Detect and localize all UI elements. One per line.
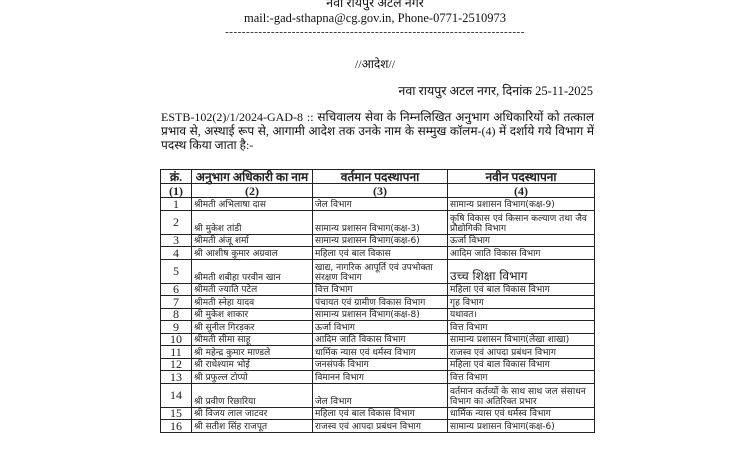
- officer-name-cell: श्री प्रवीण रिछारिया: [192, 383, 313, 407]
- new-posting-cell: यथावत।: [448, 308, 595, 321]
- table-row: [161, 308, 595, 321]
- officer-name-cell: श्रीमती शबीहा परवीन खान: [192, 259, 313, 283]
- new-posting-cell: सामान्य प्रशासन विभाग(लेखा शाखा): [448, 333, 595, 346]
- serial-cell: 2: [161, 210, 192, 234]
- serial-cell: 1: [161, 198, 192, 211]
- posting-table: [160, 169, 595, 433]
- current-posting-cell: राजस्व एवं आपदा प्रबंधन विभाग: [313, 420, 448, 433]
- current-posting-cell: जेल विभाग: [313, 383, 448, 407]
- order-title: //आदेश//: [354, 57, 396, 71]
- table-row: [161, 259, 595, 283]
- officer-name-cell: श्री प्रफुल्ल टोप्पो: [192, 371, 313, 384]
- officer-name-cell: श्री सतीश सिंह राजपूत: [192, 420, 313, 433]
- current-posting-cell: धार्मिक न्यास एवं धर्मस्व विभाग: [313, 346, 448, 359]
- current-posting-cell: जेल विभाग: [313, 198, 448, 211]
- table-row: [161, 234, 595, 247]
- table-row: [161, 383, 595, 407]
- header-contact: mail:-gad-sthapna@cg.gov.in, Phone-0771-2510973: [243, 11, 507, 25]
- officer-name-cell: श्रीमती ज्याति पटेल: [192, 283, 313, 296]
- current-posting-cell: विमानन विभाग: [313, 371, 448, 384]
- table-row: [161, 321, 595, 334]
- current-posting-cell: वित्त विभाग: [313, 283, 448, 296]
- new-posting-cell: कृषि विकास एवं किसान कल्याण तथा जैव प्रौद्योगिकी विभाग: [448, 210, 595, 234]
- current-posting-cell: सामान्य प्रशासन विभाग(कक्ष-8): [313, 308, 448, 321]
- serial-cell: 5: [161, 259, 192, 283]
- serial-cell: 16: [161, 420, 192, 433]
- serial-cell: 9: [161, 321, 192, 334]
- current-posting-cell: ऊर्जा विभाग: [313, 321, 448, 334]
- table-row: [161, 358, 595, 371]
- new-posting-cell: महिला एवं बाल विकास विभाग: [448, 283, 595, 296]
- new-posting-cell: राजस्व एवं आपदा प्रबंधन विभाग: [448, 346, 595, 359]
- table-row: [161, 407, 595, 420]
- column-number-row: [161, 184, 595, 198]
- col-number: (1): [161, 184, 192, 198]
- serial-cell: 11: [161, 346, 192, 359]
- officer-name-cell: श्री आशीष कुमार अग्रवाल: [192, 247, 313, 260]
- header-current-posting: वर्तमान पदस्थापना: [313, 170, 448, 184]
- officer-name-cell: श्री विजय लाल जाटवर: [192, 407, 313, 420]
- header-officer-name: अनुभाग अधिकारी का नाम: [192, 170, 313, 184]
- table-row: [161, 210, 595, 234]
- officer-name-cell: श्री सुनील गिरड़कर: [192, 321, 313, 334]
- new-posting-cell: वित्त विभाग: [448, 321, 595, 334]
- divider: ------------------------------------------------------------------------: [225, 26, 525, 38]
- header-serial: क्रं.: [161, 170, 192, 184]
- new-posting-cell: आदिम जाति विकास विभाग: [448, 247, 595, 260]
- table-row: [161, 333, 595, 346]
- new-posting-cell: ऊर्जा विभाग: [448, 234, 595, 247]
- new-posting-cell: महिला एवं बाल विकास विभाग: [448, 358, 595, 371]
- officer-name-cell: श्रीमती स्नेहा यादव: [192, 296, 313, 309]
- new-posting-cell: वित्त विभाग: [448, 371, 595, 384]
- serial-cell: 7: [161, 296, 192, 309]
- header-city: नवा रायपुर अटल नगर: [326, 0, 424, 10]
- table-row: [161, 346, 595, 359]
- new-posting-cell: गृह विभाग: [448, 296, 595, 309]
- officer-name-cell: श्रीमती अंजू शर्मा: [192, 234, 313, 247]
- current-posting-cell: महिला एवं बाल विकास विभाग: [313, 407, 448, 420]
- new-posting-cell: वर्तमान कर्तव्यों के साथ साथ जल संसाधन विभाग का अतिरिक्त प्रभार: [448, 383, 595, 407]
- serial-cell: 14: [161, 383, 192, 407]
- serial-cell: 6: [161, 283, 192, 296]
- table-row: [161, 283, 595, 296]
- officer-name-cell: श्रीमती सीमा साहू: [192, 333, 313, 346]
- officer-name-cell: श्री मुकेश शाकार: [192, 308, 313, 321]
- serial-cell: 8: [161, 308, 192, 321]
- officer-name-cell: श्री महेन्द्र कुमार माण्डले: [192, 346, 313, 359]
- current-posting-cell: खाद्य, नागरिक आपूर्ति एवं उपभोक्ता संरक्षण विभाग: [313, 259, 448, 283]
- current-posting-cell: पंचायत एवं ग्रामीण विकास विभाग: [313, 296, 448, 309]
- table-header-row: [161, 170, 595, 184]
- current-posting-cell: सामान्य प्रशासन विभाग(कक्ष-3): [313, 210, 448, 234]
- new-posting-cell: उच्च शिक्षा विभाग: [448, 259, 595, 283]
- current-posting-cell: जनसंपर्क विभाग: [313, 358, 448, 371]
- col-number: (2): [192, 184, 313, 198]
- serial-cell: 13: [161, 371, 192, 384]
- current-posting-cell: सामान्य प्रशासन विभाग(कक्ष-6): [313, 234, 448, 247]
- officer-name-cell: श्री मुकेश तांडी: [192, 210, 313, 234]
- order-body: ESTB-102(2)/1/2024-GAD-8 :: सचिवालय सेवा के निम्नलिखित अनुभाग अधिकारियों को तत्काल प्रभाव से, अस्थाई रूप से, आगामी आदेश तक उनके नाम के सम्मुख कॉलम-(4) में दर्शाये गये विभाग में पदस्थ किया जाता है:-: [161, 110, 594, 152]
- new-posting-cell: धार्मिक न्यास एवं धर्मस्व विभाग: [448, 407, 595, 420]
- new-posting-cell: सामान्य प्रशासन विभाग(कक्ष-6): [448, 420, 595, 433]
- current-posting-cell: आदिम जाति विकास विभाग: [313, 333, 448, 346]
- table-row: [161, 296, 595, 309]
- serial-cell: 3: [161, 234, 192, 247]
- header-new-posting: नवीन पदस्थापना: [448, 170, 595, 184]
- serial-cell: 12: [161, 358, 192, 371]
- current-posting-cell: महिला एवं बाल विकास: [313, 247, 448, 260]
- new-posting-cell: सामान्य प्रशासन विभाग(कक्ष-9): [448, 198, 595, 211]
- col-number: (4): [448, 184, 595, 198]
- serial-cell: 4: [161, 247, 192, 260]
- table-row: [161, 371, 595, 384]
- serial-cell: 15: [161, 407, 192, 420]
- table-row: [161, 198, 595, 211]
- table-row: [161, 420, 595, 433]
- serial-cell: 10: [161, 333, 192, 346]
- place-date: नवा रायपुर अटल नगर, दिनांक 25-11-2025: [398, 84, 593, 98]
- col-number: (3): [313, 184, 448, 198]
- table-row: [161, 247, 595, 260]
- officer-name-cell: श्री राधेश्याम भोई: [192, 358, 313, 371]
- officer-name-cell: श्रीमती अभिलाषा दास: [192, 198, 313, 211]
